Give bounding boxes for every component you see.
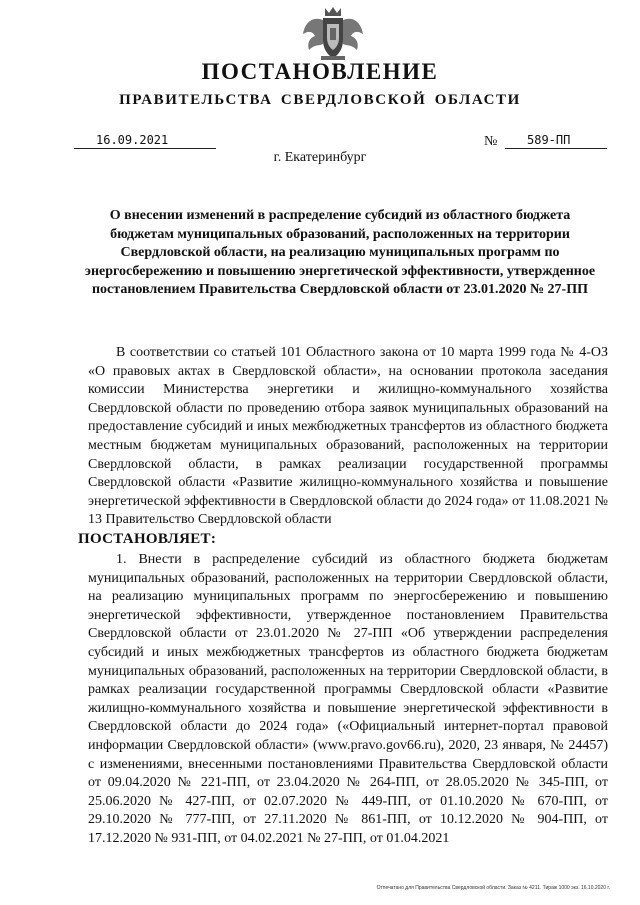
number-sign: № [484, 134, 498, 149]
document-number: 589-ПП [505, 133, 607, 149]
item-1-paragraph: 1. Внести в распределение субсидий из областного бюджета бюджетам муниципальных образований, расположенных на территории Свердловской области, на реализацию муниципальных программ по энергосбережению и повышению энергетической эффективности, утвержденное постановлением Правительства Свердловской области от 23.01.2020 № 27-ПП «Об утверждении распределения субсидий и иных межбюджетных трансфертов из областного бюджета бюджетам муниципальных образований, расположенных на территории Свердловской области, в рамках реализации государственной программы Свердловской области «Развитие жилищно-коммунального хозяйства и повышение энергетической эффективности в Свердловской области до 2024 года» («Официальный интернет-портал правовой информации Свердловской области» (www.pravo.gov66.ru), 2020, 23 января, № 24457) с изменениями, внесенными постановлениями Правительства Свердловской области от 09.04.2020 № 221-ПП, от 23.04.2020 № 264-ПП, от 28.05.2020 № 345-ПП, от 25.06.2020 № 427-ПП, от 02.07.2020 № 449-ПП, от 01.10.2020 № 670-ПП, от 29.10.2020 № 777-ПП, от 27.11.2020 № 861-ПП, от 10.12.2020 № 904-ПП, от 17.12.2020 № 931-ПП, от 04.02.2021 № 27-ПП, от 01.04.2021 [88, 552, 608, 846]
coat-of-arms-icon [301, 6, 365, 62]
preamble-paragraph: В соответствии со статьей 101 Областного закона от 10 марта 1999 года № 4-ОЗ «О правовых актах в Свердловской области», на основании протокола заседания комиссии Министерства энергетики и жилищно-коммунального хозяйства Свердловской области по проведению отбора заявок муниципальных образований на предоставление субсидий и иных межбюджетных трансфертов из областного бюджета местным бюджетам муниципальных образований, расположенных на территории Свердловской области, в рамках реализации государственной программы Свердловской области «Развитие жилищно-коммунального хозяйства и повышение энергетической эффективности в Свердловской области до 2024 года» от 11.08.2021 № 13 Правительство Свердловской области [88, 345, 608, 528]
document-heading: О внесении изменений в распределение субсидий из областного бюджета бюджетам муниципальных образований, расположенных на территории Свердловской области, на реализацию муниципальных программ по энергосбережению и повышению энергетической эффективности, утвержденное постановлением Правительства Свердловской области от 23.01.2020 № 27-ПП [84, 208, 596, 298]
print-footer: Отпечатано для Правительства Свердловской области. Заказ № 4211. Тираж 1000 экз. 16.10.2020 г. [376, 885, 610, 891]
resolve-heading: ПОСТАНОВЛЯЕТ: [78, 531, 217, 547]
document-subtitle: ПРАВИТЕЛЬСТВА СВЕРДЛОВСКОЙ ОБЛАСТИ [119, 92, 521, 108]
document-date: 16.09.2021 [74, 133, 216, 149]
document-city: г. Екатеринбург [273, 150, 367, 165]
document-title: ПОСТАНОВЛЕНИЕ [201, 59, 439, 84]
